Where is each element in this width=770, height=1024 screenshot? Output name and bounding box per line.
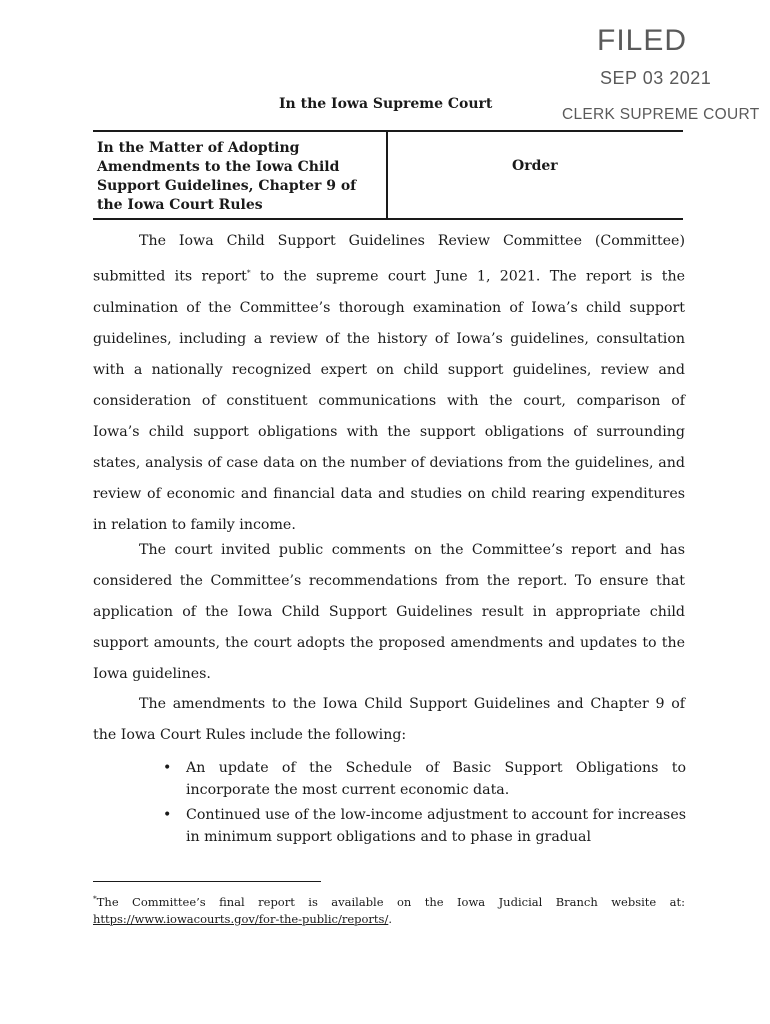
para1-text-a: The Iowa Child Support Guidelines Review Committee (Committee) submitted its report [93, 233, 685, 285]
list-item-text: An update of the Schedule of Basic Support Obligations to incorporate the most current economic data. [186, 760, 686, 798]
paragraph-1 [93, 226, 685, 541]
para1-text-b: to the supreme court June 1, 2021. The report is the culmination of the Committee’s thorough examination of Iowa’s child support guidelines, including a review of the history of Iowa’s guidelines, consultation with a nationally recognized expert on child support guidelines, review and consideration of constituent communications with the court, comparison of Iowa’s child support obligations with the support obligations of surrounding states, analysis of case data on the number of deviations from the guidelines, and review of economic and financial data and studies on child rearing expenditures in relation to family income. [93, 268, 685, 533]
paragraph-3 [93, 689, 685, 751]
para3-text: The amendments to the Iowa Child Support Guidelines and Chapter 9 of the Iowa Court Rules include the following: [93, 696, 685, 743]
court-title: In the Iowa Supreme Court [279, 96, 493, 112]
caption-line: Support Guidelines, Chapter 9 of [97, 178, 357, 194]
caption-top-rule [93, 130, 683, 132]
list-item-text: Continued use of the low-income adjustment to account for increases in minimum support obligations and to phase in gradual [186, 807, 686, 845]
paragraph-2 [93, 535, 685, 690]
amendments-list [163, 757, 686, 851]
footnote-ref: * [246, 268, 251, 277]
footnote-divider [93, 881, 321, 882]
case-caption [97, 139, 382, 215]
filed-stamp: FILED [597, 24, 688, 57]
order-label: Order [512, 158, 558, 174]
footnote-trail: . [388, 911, 392, 926]
caption-line: In the Matter of Adopting [97, 140, 300, 156]
footnote-marker: * [93, 894, 97, 903]
list-item [163, 757, 686, 801]
caption-line: Amendments to the Iowa Child [97, 159, 340, 175]
caption-bottom-rule [93, 218, 683, 220]
clerk-stamp: CLERK SUPREME COURT [562, 106, 760, 123]
report-link[interactable]: https://www.iowacourts.gov/for-the-public/reports/ [93, 911, 389, 926]
bullet-icon: • [163, 807, 172, 823]
filed-date: SEP 03 2021 [600, 68, 712, 88]
caption-line: the Iowa Court Rules [97, 197, 263, 213]
para2-text: The court invited public comments on the Committee’s report and has considered the Committee’s recommendations from the report. To ensure that application of the Iowa Child Support Guidelines result in appropriate child support amounts, the court adopts the proposed amendments and updates to the Iowa guidelines. [93, 542, 685, 682]
bullet-icon: • [163, 760, 172, 776]
caption-divider [386, 130, 388, 219]
list-item [163, 804, 686, 848]
footnote [93, 890, 685, 928]
footnote-text: The Committee’s final report is available on the Iowa Judicial Branch website at: [96, 894, 685, 909]
